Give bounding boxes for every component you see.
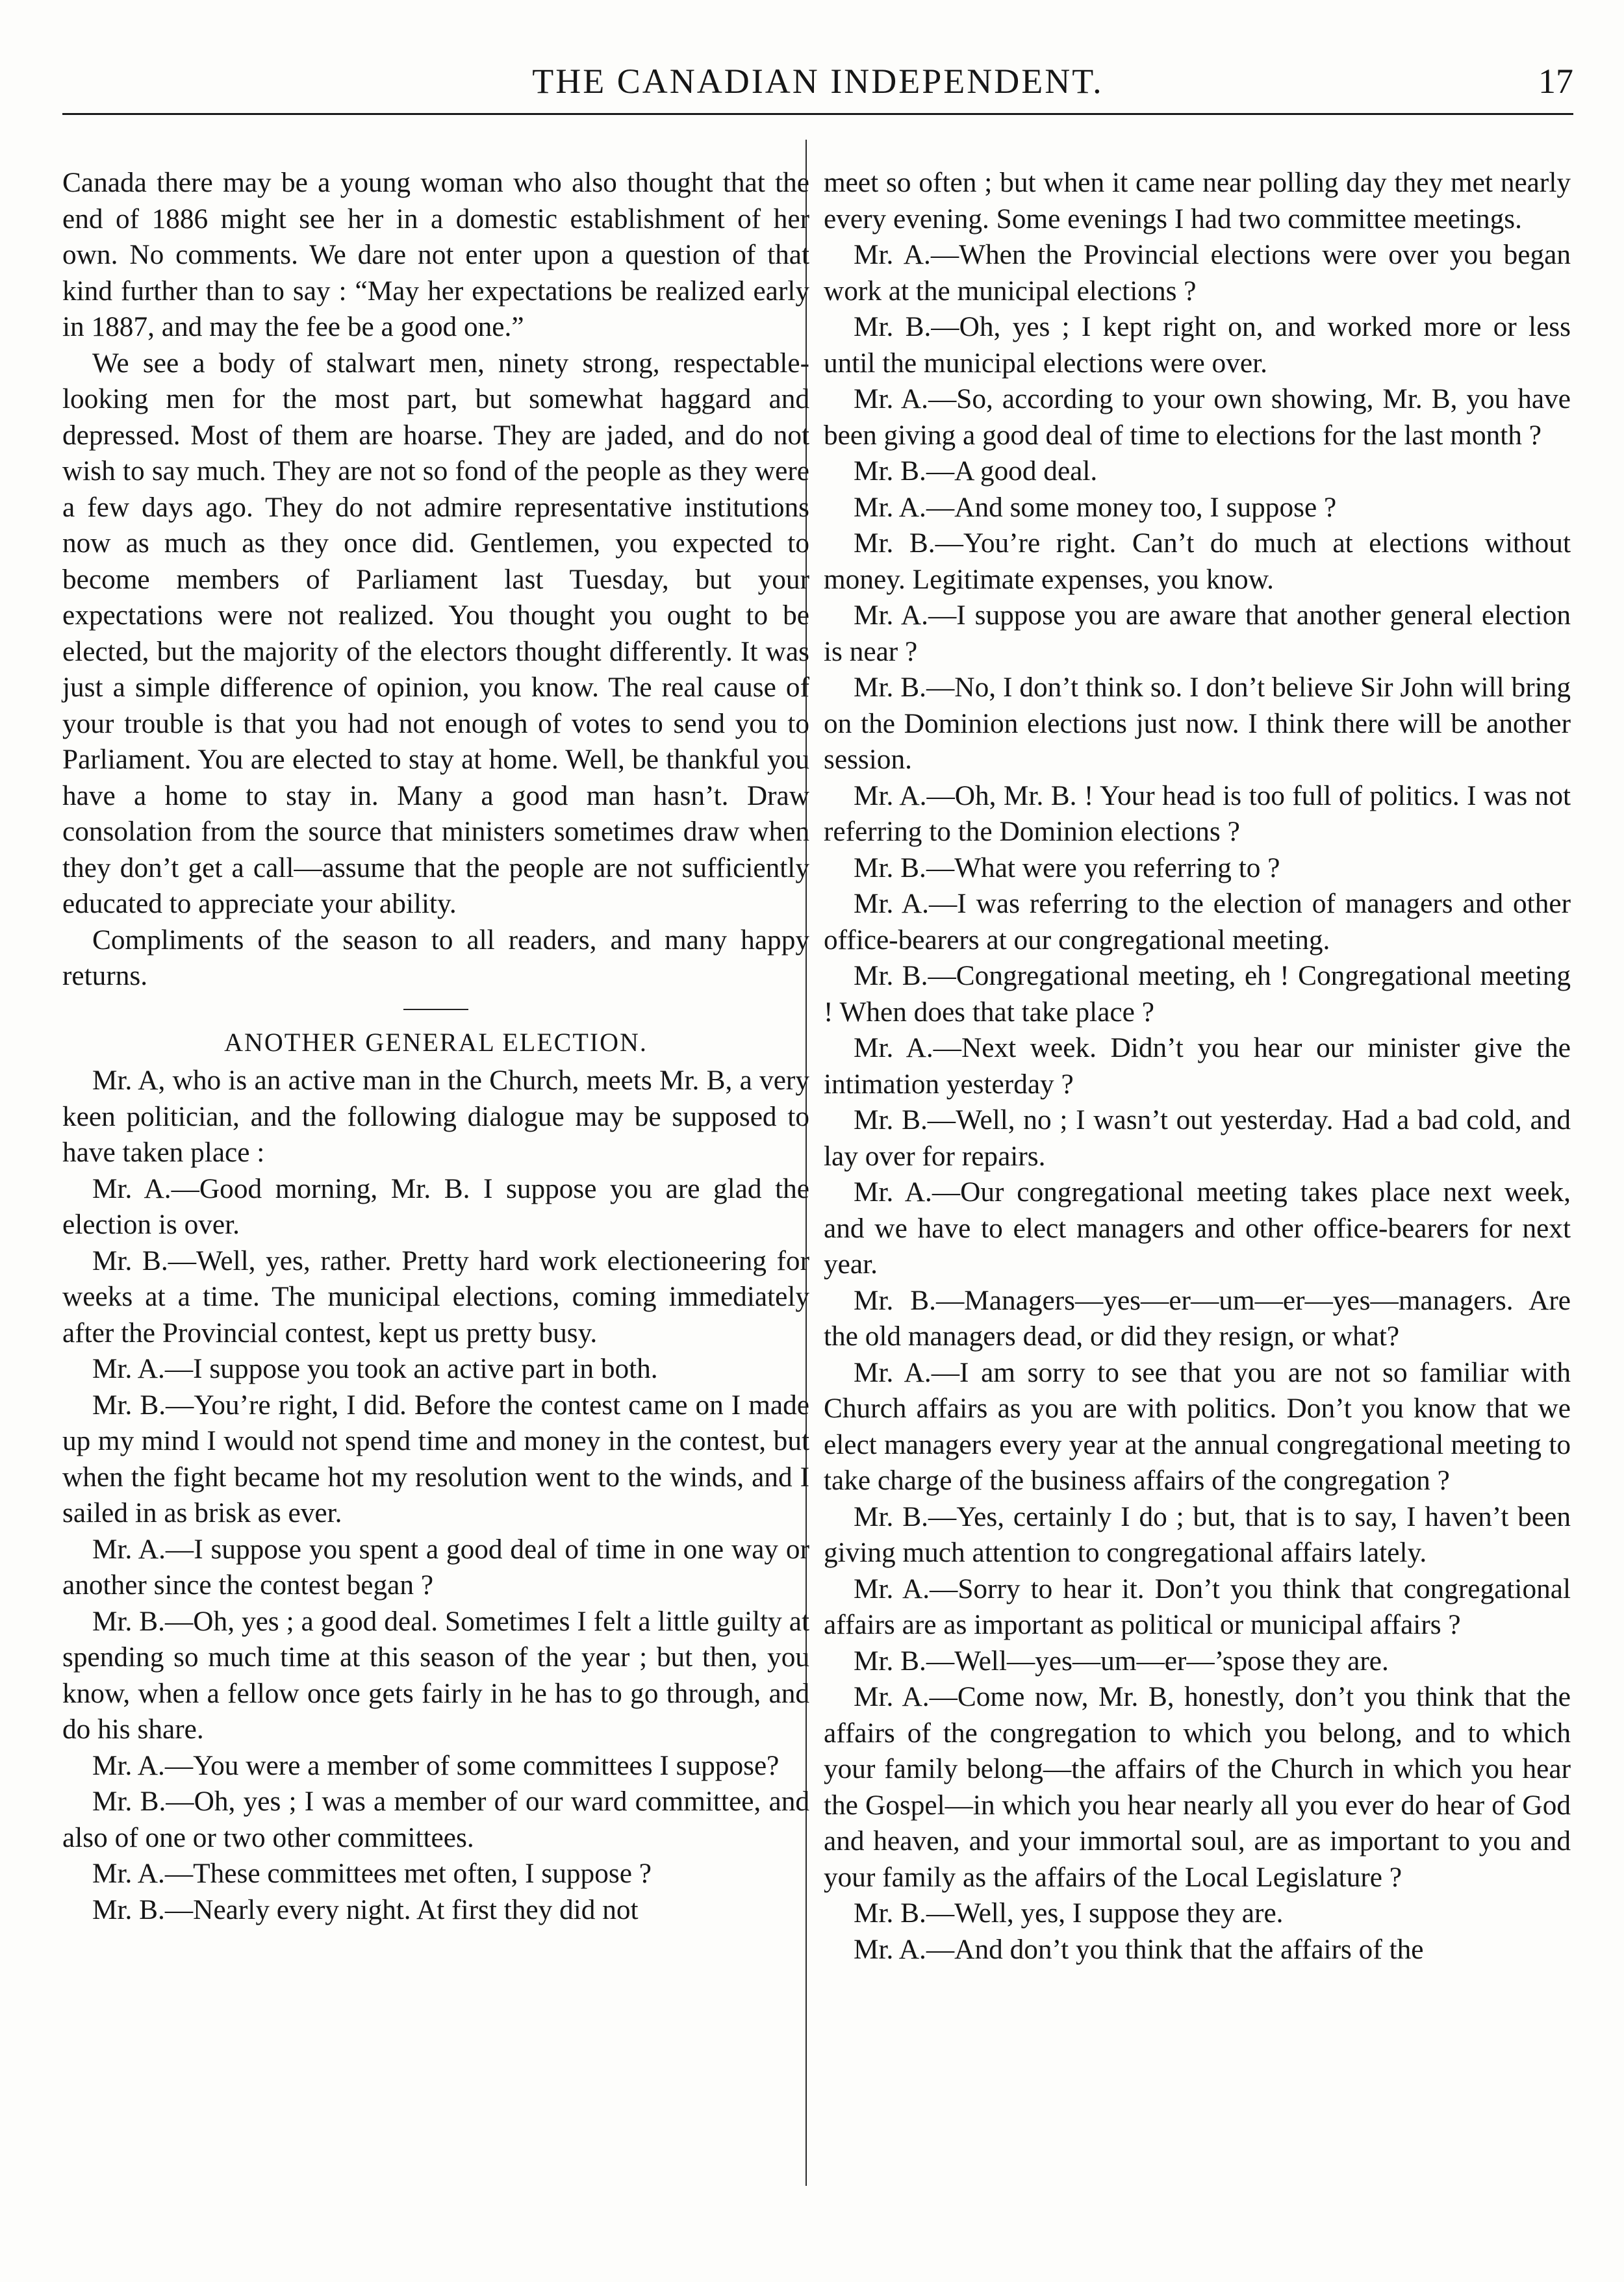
paragraph: meet so often ; but when it came near polling day they met nearly every evening. Some evenings I had two committee meetings. [824, 167, 1571, 235]
paragraph: Canada there may be a young woman who also thought that the end of 1886 might see her in a domestic establishment of her own. No comments. We dare not enter upon a question of that kind further than to say : “May her expectations be realized early in 1887, and may the fee be a good one.” [62, 167, 809, 342]
dialogue-line: Mr. B.—Oh, yes ; I kept right on, and worked more or less until the municipal elections were over. [824, 311, 1571, 379]
dialogue-line: Mr. B.—A good deal. [854, 455, 1098, 487]
dialogue-line: Mr. A.—I suppose you are aware that another general election is near ? [824, 600, 1571, 667]
running-title: THE CANADIAN INDEPENDENT. [532, 62, 1104, 101]
dialogue-line: Mr. A.—I suppose you took an active part in both. [92, 1353, 658, 1384]
page-header [62, 57, 1573, 115]
paragraph: Compliments of the season to all readers, and many happy returns. [62, 924, 809, 991]
dialogue-line: Mr. A.—Come now, Mr. B, honestly, don’t you think that the affairs of the congregation to which you belong, and to which your family belong—the affairs of the Church in which you hear the Gospel—in which you hear nearly all you ever do hear of God and heaven, and your immortal soul, are as important to you and your family as the affairs of the Local Legislature ? [824, 1681, 1571, 1893]
dialogue-line: Mr. B.—Well, yes, rather. Pretty hard work electioneering for weeks at a time. The municipal elections, coming immediately after the Provincial contest, kept us pretty busy. [62, 1245, 809, 1349]
dialogue-line: Mr. B.—You’re right. Can’t do much at elections without money. Legitimate expenses, you know. [824, 527, 1571, 595]
dialogue-line: Mr. B.—Well—yes—um—er—’spose they are. [854, 1645, 1389, 1677]
dialogue-line: Mr. A.—Good morning, Mr. B. I suppose you are glad the election is over. [62, 1173, 809, 1240]
dialogue-line: Mr. B.—Yes, certainly I do ; but, that is to say, I haven’t been giving much attention to congregational affairs lately. [824, 1501, 1571, 1568]
dialogue-line: Mr. B.—Congregational meeting, eh ! Congregational meeting ! When does that take place ? [824, 960, 1571, 1028]
dialogue-line: Mr. B.—Nearly every night. At first they did not [92, 1894, 639, 1925]
dialogue-line: Mr. A.—These committees met often, I suppose ? [92, 1858, 652, 1889]
dialogue-line: Mr. A.—So, according to your own showing, Mr. B, you have been giving a good deal of time to elections for the last month ? [824, 383, 1571, 451]
paragraph: Mr. A, who is an active man in the Church, meets Mr. B, a very keen politician, and the following dialogue may be supposed to have taken place : [62, 1065, 809, 1168]
dialogue-line: Mr. A.—Our congregational meeting takes place next week, and we have to elect managers and other office-bearers for next year. [824, 1176, 1571, 1280]
dialogue-line: Mr. A.—You were a member of some committees I suppose? [92, 1749, 780, 1781]
dialogue-line: Mr. A.—I suppose you spent a good deal of time in one way or another since the contest began ? [62, 1533, 809, 1601]
dialogue-line: Mr. A.—Sorry to hear it. Don’t you think that congregational affairs are as important as political or municipal affairs ? [824, 1573, 1571, 1640]
dialogue-line: Mr. A.—And some money too, I suppose ? [854, 491, 1337, 523]
section-heading: ANOTHER GENERAL ELECTION. [224, 1027, 648, 1057]
page-number: 17 [1538, 62, 1573, 101]
left-column [62, 165, 809, 1928]
dialogue-line: Mr. B.—You’re right, I did. Before the contest came on I made up my mind I would not spend time and money in the contest, but when the fight became hot my resolution went to the winds, and I sailed in as brisk as ever. [62, 1389, 809, 1528]
paragraph: We see a body of stalwart men, ninety strong, respectable-looking men for the most part, but somewhat haggard and depressed. Most of them are hoarse. They are jaded, and do not wish to say much. They are not so fond of the people as they were a few days ago. They do not admire representative institutions now as much as they once did. Gentlemen, you expected to become members of Parliament last Tuesday, but your expectations were not realized. You thought you ought to be elected, but the majority of the electors thought differently. It was just a simple difference of opinion, you know. The real cause of your trouble is that you had not enough of votes to send you to Parliament. You are elected to stay at home. Well, be thankful you have a home to stay in. Many a good man hasn’t. Draw consolation from the source that ministers sometimes draw when they don’t get a call—assume that the people are not sufficiently educated to appreciate your ability. [62, 347, 809, 919]
dialogue-line: Mr. A.—And don’t you think that the affairs of the [854, 1933, 1424, 1965]
dialogue-line: Mr. A.—Next week. Didn’t you hear our minister give the intimation yesterday ? [824, 1032, 1571, 1100]
dialogue-line: Mr. B.—Managers—yes—er—um—er—yes—managers. Are the old managers dead, or did they resign, or what? [824, 1284, 1571, 1352]
dialogue-line: Mr. A.—When the Provincial elections were over you began work at the municipal elections ? [824, 239, 1571, 307]
dialogue-line: Mr. B.—Oh, yes ; a good deal. Sometimes I felt a little guilty at spending so much time at this season of the year ; but then, you know, when a fellow once gets fairly in he has to go through, and do his share. [62, 1605, 809, 1745]
dialogue-line: Mr. B.—What were you referring to ? [854, 852, 1280, 883]
dialogue-line: Mr. B.—Oh, yes ; I was a member of our ward committee, and also of one or two other committees. [62, 1786, 809, 1853]
section-divider [403, 1009, 468, 1010]
dialogue-line: Mr. A.—I am sorry to see that you are not so familiar with Church affairs as you are with politics. Don’t you know that we elect managers every year at the annual congregational meeting to take charge of the business affairs of the congregation ? [824, 1356, 1571, 1496]
dialogue-line: Mr. A.—I was referring to the election of managers and other office-bearers at our congregational meeting. [824, 888, 1571, 956]
dialogue-line: Mr. A.—Oh, Mr. B. ! Your head is too full of politics. I was not referring to the Dominion elections ? [824, 780, 1571, 847]
dialogue-line: Mr. B.—No, I don’t think so. I don’t believe Sir John will bring on the Dominion elections just now. I think there will be another session. [824, 672, 1571, 775]
right-column [824, 165, 1571, 1968]
dialogue-line: Mr. B.—Well, no ; I wasn’t out yesterday. Had a bad cold, and lay over for repairs. [824, 1104, 1571, 1172]
dialogue-line: Mr. B.—Well, yes, I suppose they are. [854, 1897, 1284, 1929]
